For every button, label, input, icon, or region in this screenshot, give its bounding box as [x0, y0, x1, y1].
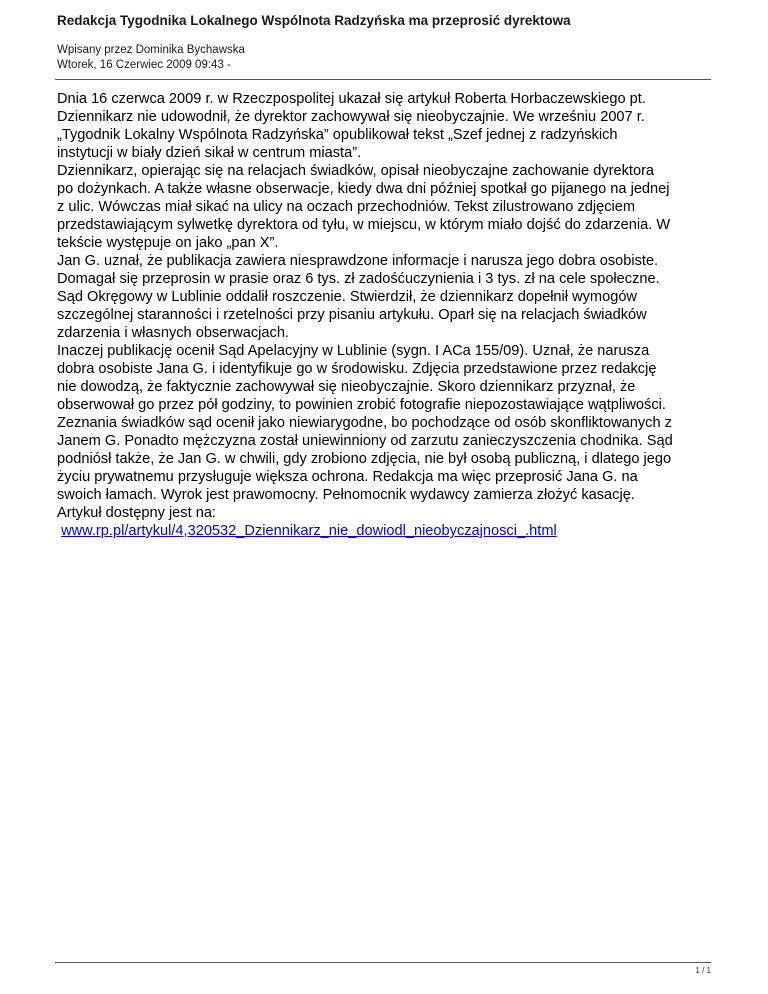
- article-line: z ulic. Wówczas miał sikać na ulicy na oczach przechodniów. Tekst zilustrowano zdjęciem: [57, 199, 636, 215]
- article-line: Artykuł dostępny jest na:: [57, 505, 216, 521]
- article-line: Jan G. uznał, że publikacja zawiera niesprawdzone informacje i narusza jego dobra osobiste.: [57, 253, 659, 269]
- article-link-line: [57, 522, 713, 540]
- article-line: Dziennikarz nie udowodnił, że dyrektor zachowywał się nieobyczajnie. We wrześniu 2007 r.: [57, 109, 645, 125]
- article-line: podniósł także, że Jan G. w chwili, gdy zrobiono zdjęcia, nie był osobą publiczną, i dlatego jego: [57, 451, 672, 467]
- article-line: Dziennikarz, opierając się na relacjach świadków, opisał nieobyczajne zachowanie dyrektora: [57, 163, 655, 179]
- article-date: Wtorek, 16 Czerwiec 2009 09:43 -: [57, 59, 231, 71]
- article-meta: [57, 43, 245, 73]
- article-line: Inaczej publikację ocenił Sąd Apelacyjny w Lublinie (sygn. I ACa 155/09). Uznał, że narusza: [57, 343, 650, 359]
- page-number: 1 / 1: [695, 966, 711, 975]
- article-line: Dnia 16 czerwca 2009 r. w Rzeczpospolitej ukazał się artykuł Roberta Horbaczewskiego pt.: [57, 91, 646, 107]
- article-byline: Wpisany przez Dominika Bychawska: [57, 44, 245, 56]
- article-line: po dożynkach. A także własne obserwacje, kiedy dwa dni później spotkał go pijanego na jednej: [57, 181, 670, 197]
- article-title: Redakcja Tygodnika Lokalnego Wspólnota Radzyńska ma przeprosić dyrektowa: [57, 13, 571, 28]
- article-body: [57, 90, 713, 540]
- article-line: nie dowodzą, że faktycznie zachowywał się nieobyczajnie. Skoro dziennikarz przyznał, że: [57, 379, 636, 395]
- article-line: obserwował go przez pół godziny, to powinien zrobić fotografie niepozostawiające wątpliwości.: [57, 397, 666, 413]
- article-line: przedstawiającym sylwetkę dyrektora od tyłu, w miejscu, w którym miało dojść do zdarzenia. W: [57, 217, 671, 233]
- article-line: szczególnej staranności i rzetelności przy pisaniu artykułu. Oparł się na relacjach świadków: [57, 307, 647, 323]
- article-line: życiu prywatnemu przysługuje większa ochrona. Redakcja ma więc przeprosić Jana G. na: [57, 469, 638, 485]
- article-source-link[interactable]: www.rp.pl/artykul/4,320532_Dziennikarz_nie_dowiodl_nieobyczajnosci_.html: [61, 523, 557, 539]
- article-line: Janem G. Ponadto mężczyzna został uniewinniony od zarzutu zanieczyszczenia chodnika. Sąd: [57, 433, 673, 449]
- article-line: „Tygodnik Lokalny Wspólnota Radzyńska” opublikował tekst „Szef jednej z radzyńskich: [57, 127, 618, 143]
- footer-divider: [55, 962, 711, 963]
- article-line: instytucji w biały dzień sikał w centrum miasta”.: [57, 145, 362, 161]
- header-divider: [55, 79, 711, 80]
- article-line: dobra osobiste Jana G. i identyfikuje go w środowisku. Zdjęcia przedstawione przez redakcję: [57, 361, 657, 377]
- article-line: Domagał się przeprosin w prasie oraz 6 tys. zł zadośćuczynienia i 3 tys. zł na cele społeczne.: [57, 271, 660, 287]
- article-line: swoich łamach. Wyrok jest prawomocny. Pełnomocnik wydawcy zamierza złożyć kasację.: [57, 487, 635, 503]
- article-line: Sąd Okręgowy w Lublinie oddalił roszczenie. Stwierdził, że dziennikarz dopełnił wymogów: [57, 289, 637, 305]
- article-line: zdarzenia i własnych obserwacjach.: [57, 325, 289, 341]
- article-line: Zeznania świadków sąd ocenił jako niewiarygodne, bo pochodzące od osób skonfliktowanych z: [57, 415, 672, 431]
- article-line: tekście występuje on jako „pan X”.: [57, 235, 279, 251]
